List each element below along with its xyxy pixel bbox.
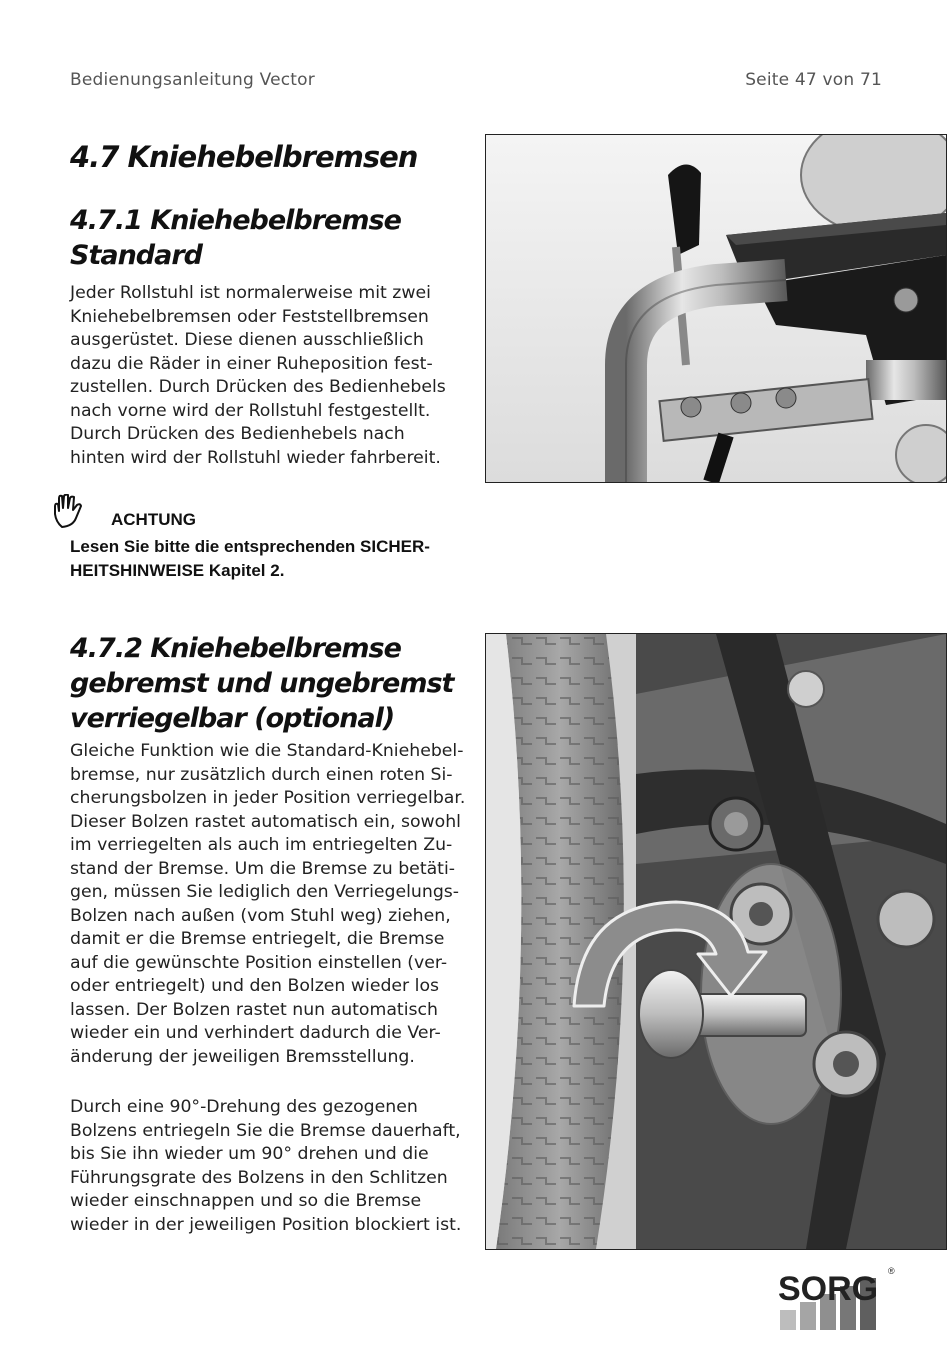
warning-title: ACHTUNG — [111, 510, 196, 529]
header-document-title: Bedienungsanleitung Vector — [70, 70, 315, 90]
warning-text: Lesen Sie bitte die entsprechenden SICHER- HEITSHINWEISE Kapitel 2. — [70, 537, 430, 580]
section-heading: 4.7 Kniehebelbremsen — [70, 140, 418, 174]
photo-standard-brake — [485, 134, 947, 483]
sorg-logo — [776, 1262, 901, 1334]
hand-icon — [52, 494, 86, 530]
sorg-logo-text: SORG — [778, 1270, 879, 1308]
photo-lockable-brake — [485, 633, 947, 1250]
lockable-brake-description: Gleiche Funktion wie die Standard-Kniehebel- bremse, nur zusätzlich durch einen roten Si- cherungsbolzen in jeder Position verriegelbar. Dieser Bolzen rastet automatisch ein, sowohl im verriegelten als auch im entriegelten Zu- stand der Bremse. Um die Bremse zu betäti- gen, müssen Sie lediglich den Verriegelungs- Bolzen nach außen (vom Stuhl weg) ziehen, damit er die Bremse entriegelt, die Bremse auf die gewünschte Position einstellen (ver- oder entriegelt) und den Bolzen wieder los lassen. Der Bolzen rastet nun automatisch wieder ein und verhindert dadurch die Ver- änderung der jeweiligen Bremsstellung. — [70, 741, 466, 1067]
subsection-heading-standard: 4.7.1 Kniehebelbremse Standard — [70, 205, 401, 271]
header-page-number: Seite 47 von 71 — [745, 70, 882, 90]
registered-mark: ® — [888, 1266, 895, 1276]
lockable-brake-rotation-note: Durch eine 90°-Drehung des gezogenen Bolzens entriegeln Sie die Bremse dauerhaft, bis Sie ihn wieder um 90° drehen und die Führungsgrate des Bolzens in den Schlitzen wieder einschnappen und so die Bremse wieder in der jeweiligen Position blockiert ist. — [70, 1097, 462, 1235]
standard-brake-description: Jeder Rollstuhl ist normalerweise mit zwei Kniehebelbremsen oder Feststellbremsen ausgerüstet. Diese dienen ausschließlich dazu die Räder in einer Ruheposition fest- zustellen. Durch Drücken des Bedienhebels nach vorne wird der Rollstuhl festgestellt. Durch Drücken des Bedienhebels nach hinten wird der Rollstuhl wieder fahrbereit. — [70, 283, 446, 468]
subsection-heading-lockable: 4.7.2 Kniehebelbremse gebremst und ungebremst verriegelbar (optional) — [70, 633, 454, 734]
